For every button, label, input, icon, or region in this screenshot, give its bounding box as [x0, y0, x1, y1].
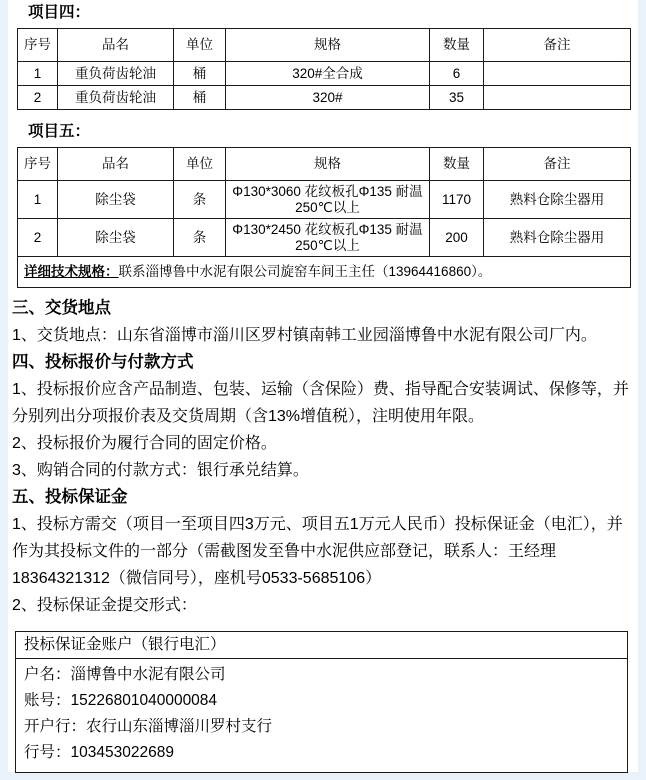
header-cell-spec: 规格: [226, 148, 430, 181]
account-box-title: 投标保证金账户（银行电汇）: [16, 632, 627, 659]
header-cell-name: 品名: [58, 148, 174, 181]
spec-note-label: 详细技术规格：: [24, 264, 119, 279]
document-body: [8, 295, 638, 619]
header-cell-no: 序号: [18, 148, 58, 181]
header-cell-note: 备注: [484, 148, 631, 181]
project4-table: [17, 28, 631, 110]
project5-table: [17, 147, 631, 288]
section4-paragraph-2: 2、投标报价为履行合同的固定价格。: [12, 435, 277, 452]
cell-name: 除尘袋: [58, 219, 174, 257]
project5-title: 项目五：: [28, 123, 91, 140]
cell-note: [484, 62, 631, 86]
section4-paragraph-3: 3、购销合同的付款方式：银行承兑结算。: [12, 462, 309, 479]
cell-no: 2: [18, 219, 58, 257]
section5-paragraph-1: 1、投标方需交（项目一至项目四3万元、项目五1万元人民币）投标保证金（电汇），并作为其投标文件的一部分（需截图发至鲁中水泥供应部登记，联系人：王经理18364321312（微信同号），座机号0533-5685106）: [12, 516, 623, 587]
cell-no: 1: [18, 62, 58, 86]
header-cell-name: 品名: [58, 29, 174, 62]
document-page: [8, 0, 638, 772]
cell-spec: 320#全合成: [226, 62, 430, 86]
account-box-lines: [16, 659, 627, 772]
cell-qty: 200: [430, 219, 484, 257]
cell-unit: 桶: [174, 86, 226, 110]
section4-heading: 四、投标报价与付款方式: [12, 353, 194, 371]
spec-note-row: [18, 257, 631, 288]
table-header-row: [18, 148, 631, 181]
cell-unit: 条: [174, 181, 226, 219]
account-bank-line: 开户行：农行山东淄博淄川罗村支行: [24, 718, 273, 735]
header-cell-unit: 单位: [174, 29, 226, 62]
spec-note-text: 联系淄博鲁中水泥有限公司旋窑车间王主任（13964416860）。: [118, 264, 492, 279]
cell-name: 除尘袋: [58, 181, 174, 219]
cell-unit: 条: [174, 219, 226, 257]
cell-unit: 桶: [174, 62, 226, 86]
header-cell-spec: 规格: [226, 29, 430, 62]
cell-note: [484, 86, 631, 110]
header-cell-unit: 单位: [174, 148, 226, 181]
cell-qty: 1170: [430, 181, 484, 219]
section5-heading: 五、投标保证金: [12, 488, 128, 506]
table-row: [18, 86, 631, 110]
table-row: [18, 219, 631, 257]
cell-note: 熟料仓除尘器用: [484, 219, 631, 257]
cell-no: 2: [18, 86, 58, 110]
header-cell-qty: 数量: [430, 29, 484, 62]
cell-spec: Φ130*3060 花纹板孔Φ135 耐温250℃以上: [226, 181, 430, 219]
section3-heading: 三、交货地点: [12, 299, 111, 317]
cell-no: 1: [18, 181, 58, 219]
table-header-row: [18, 29, 631, 62]
account-holder-line: 户名：淄博鲁中水泥有限公司: [24, 666, 226, 683]
header-cell-qty: 数量: [430, 148, 484, 181]
account-box: [15, 631, 628, 773]
section3-paragraph-1: 1、交货地点：山东省淄博市淄川区罗村镇南韩工业园淄博鲁中水泥有限公司厂内。: [12, 327, 597, 344]
cell-name: 重负荷齿轮油: [58, 62, 174, 86]
section5-paragraph-2: 2、投标保证金提交形式：: [12, 597, 197, 614]
cell-note: 熟料仓除尘器用: [484, 181, 631, 219]
table-row: [18, 181, 631, 219]
cell-spec: Φ130*2450 花纹板孔Φ135 耐温250℃以上: [226, 219, 430, 257]
header-cell-note: 备注: [484, 29, 631, 62]
account-bank-code-line: 行号：103453022689: [24, 744, 174, 761]
cell-qty: 6: [430, 62, 484, 86]
project4-title: 项目四：: [28, 4, 91, 21]
header-cell-no: 序号: [18, 29, 58, 62]
table-row: [18, 62, 631, 86]
section4-paragraph-1: 1、投标报价应含产品制造、包装、运输（含保险）费、指导配合安装调试、保修等，并分别列出分项报价表及交货周期（含13%增值税），注明使用年限。: [12, 381, 629, 425]
cell-name: 重负荷齿轮油: [58, 86, 174, 110]
spec-note-cell: [18, 257, 631, 288]
cell-qty: 35: [430, 86, 484, 110]
cell-spec: 320#: [226, 86, 430, 110]
account-number-line: 账号：15226801040000084: [24, 692, 218, 709]
